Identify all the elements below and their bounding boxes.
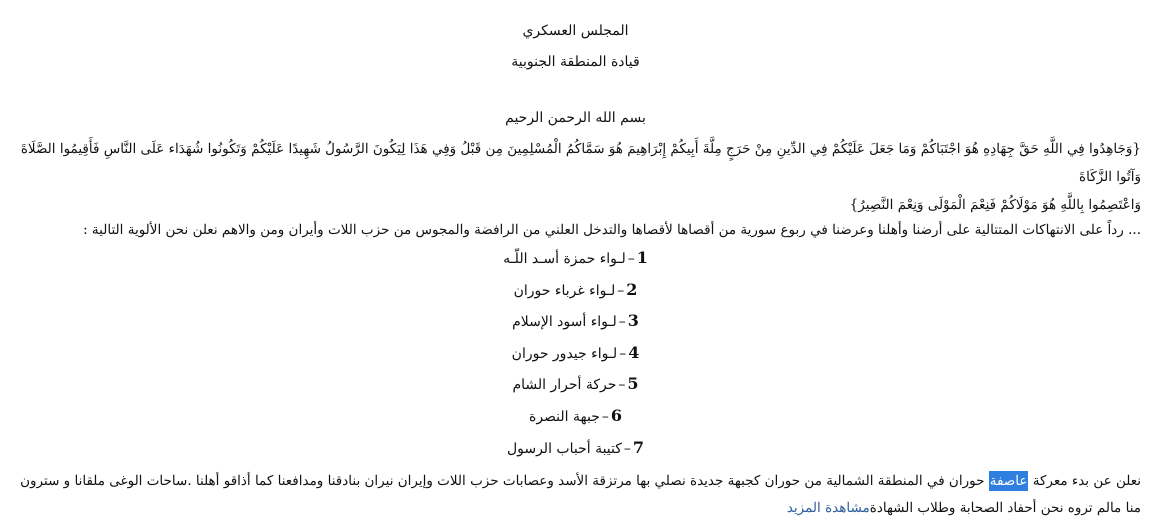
selected-word[interactable]: عاصفة	[989, 473, 1028, 490]
brigade-number: 6	[610, 405, 622, 425]
brigade-number: 7	[632, 437, 645, 457]
announcement-text-start: نعلن عن بدء معركة	[1028, 473, 1141, 490]
brigade-number: 1	[636, 248, 648, 267]
brigade-name: لـواء غرباء حوران	[513, 282, 616, 299]
brigade-name: لـواء أسود الإسلام	[512, 314, 617, 331]
brigade-dash: –	[627, 251, 635, 267]
brigade-name: لـواء حمزة أسـد اللّـه	[503, 251, 626, 267]
brigade-number: 3	[627, 311, 639, 331]
brigade-item	[10, 306, 1141, 338]
brigade-number: 5	[627, 374, 639, 394]
brigade-item	[10, 338, 1141, 370]
announcement-text-end: حوران في المنطقة الشمالية من حوران كجبهة جديدة نصلي بها مرتزقة الأسد وعصابات حزب اللات وإيران نيران بنادقنا ومدافعنا كما أذاقو أهلنا .ساحات الوغى ملقانا و سترون منا مالم تروه نحن أحفاد الصحابة وطلاب الشهادة	[20, 473, 1141, 517]
brigade-name: كتيبة أحباب الرسول	[506, 440, 622, 457]
brigade-name: لـواء جيدور حوران	[511, 345, 618, 362]
announcement-paragraph	[10, 468, 1141, 522]
quran-verse	[10, 135, 1141, 219]
brigade-item	[10, 433, 1141, 465]
brigade-dash: –	[619, 345, 627, 362]
council-title: المجلس العسكري	[522, 23, 629, 39]
intro-paragraph: ... رداً على الانتهاكات المتتالية على أرضنا وأهلنا وعرضنا في ربوع سورية من أقصاها لأقصاها والتدخل العلني من الرافضة والمجوس من حزب اللات وأيران ومن والاهم نعلن نحن الألوية التالية :	[83, 222, 1141, 238]
brigade-item	[10, 275, 1141, 307]
post-body	[10, 0, 1141, 522]
brigade-item	[10, 243, 1141, 275]
brigade-dash: –	[618, 314, 626, 331]
brigade-dash: –	[623, 440, 631, 457]
command-subtitle: قيادة المنطقة الجنوبية	[511, 54, 640, 70]
quran-verse-line-2: وَاعْتَصِمُوا بِاللَّهِ هُوَ مَوْلَاكُمْ فَنِعْمَ الْمَوْلَى وَنِعْمَ النَّصِيرُ}	[849, 197, 1141, 213]
brigade-item	[10, 369, 1141, 401]
brigade-dash: –	[617, 282, 625, 299]
see-more-link[interactable]: مشاهدة المزيد	[786, 500, 870, 517]
brigade-list	[10, 243, 1141, 464]
blank-line	[10, 78, 1141, 103]
brigade-name: جبهة النصرة	[528, 408, 600, 425]
brigade-number: 4	[628, 342, 640, 362]
brigade-name: حركة أحرار الشام	[512, 377, 617, 394]
basmala: بسم الله الرحمن الرحيم	[505, 110, 646, 126]
brigade-item	[10, 401, 1141, 433]
quran-verse-line-1: {وَجَاهِدُوا فِي اللَّهِ حَقَّ جِهَادِهِ هُوَ اجْتَبَاكُمْ وَمَا جَعَلَ عَلَيْكُمْ فِي الدِّينِ مِنْ حَرَجٍ مِلَّةَ أَبِيكُمْ إِبْرَاهِيمَ هُوَ سَمَّاكُمُ الْمُسْلِمِينَ مِن قَبْلُ وَفِي هَذَا لِيَكُونَ الرَّسُولُ شَهِيدًا عَلَيْكُمْ وَتَكُونُوا شُهَدَاء عَلَى النَّاسِ فَأَقِيمُوا الصَّلَاةَ وَآتُوا الزَّكَاةَ	[20, 141, 1141, 185]
brigade-dash: –	[618, 377, 626, 394]
brigade-number: 2	[626, 279, 638, 299]
brigade-dash: –	[601, 408, 609, 425]
